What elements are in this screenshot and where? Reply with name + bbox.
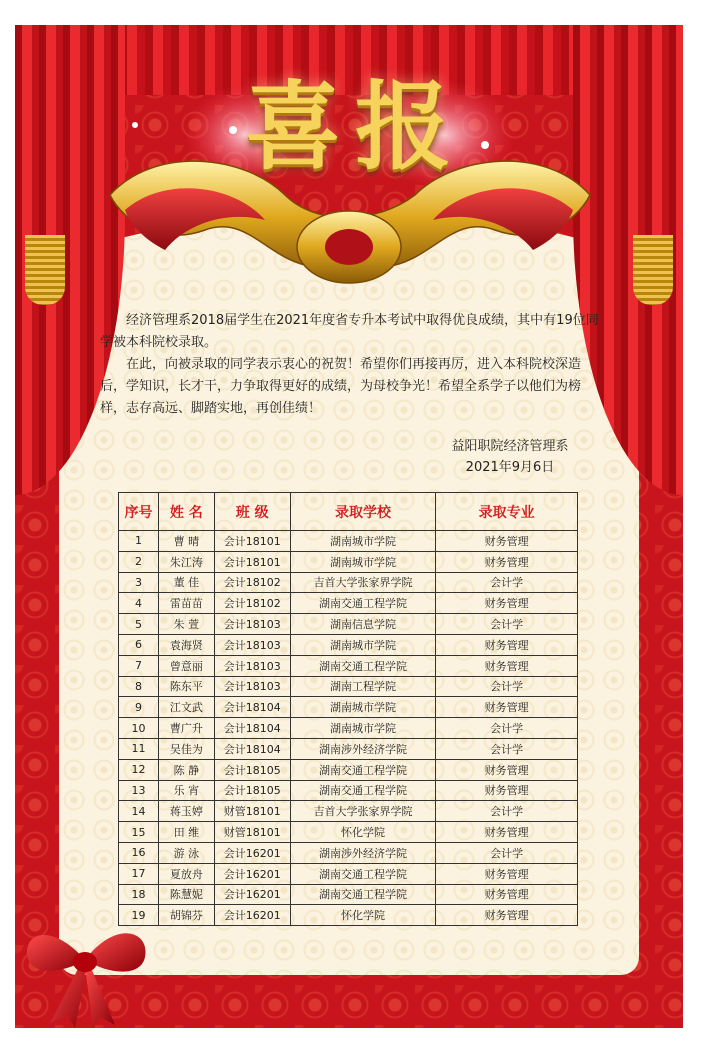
signature-block xyxy=(420,436,600,478)
cell-class: 会计16201 xyxy=(214,842,290,863)
cell-name: 乐 宵 xyxy=(158,780,214,801)
cell-name: 朱江涛 xyxy=(158,551,214,572)
cell-class: 财管18101 xyxy=(214,822,290,843)
table-row xyxy=(119,738,578,759)
cell-school: 湖南交通工程学院 xyxy=(290,593,436,614)
cell-school: 吉首大学张家界学院 xyxy=(290,572,436,593)
cell-class: 会计18103 xyxy=(214,655,290,676)
cell-school: 湖南城市学院 xyxy=(290,718,436,739)
cell-name: 陈 静 xyxy=(158,759,214,780)
table-row xyxy=(119,531,578,552)
table-row xyxy=(119,572,578,593)
table-body xyxy=(119,531,578,926)
cell-seq: 5 xyxy=(119,614,159,635)
cell-school: 湖南涉外经济学院 xyxy=(290,738,436,759)
cell-name: 董 佳 xyxy=(158,572,214,593)
table-header-row xyxy=(119,493,578,531)
table-row xyxy=(119,718,578,739)
cell-name: 蒋玉婷 xyxy=(158,801,214,822)
cell-class: 会计18104 xyxy=(214,738,290,759)
cell-name: 陈东平 xyxy=(158,676,214,697)
header-name: 姓 名 xyxy=(158,493,214,531)
cell-name: 江文武 xyxy=(158,697,214,718)
cell-major: 财务管理 xyxy=(436,884,578,905)
paragraph-intro: 经济管理系2018届学生在2021年度省专升本考试中取得优良成绩，其中有19位同学被本科院校录取。 xyxy=(100,313,599,350)
cell-name: 夏放舟 xyxy=(158,863,214,884)
cell-major: 财务管理 xyxy=(436,634,578,655)
cell-school: 怀化学院 xyxy=(290,822,436,843)
cell-school: 吉首大学张家界学院 xyxy=(290,801,436,822)
cell-major: 会计学 xyxy=(436,614,578,635)
announcement-text xyxy=(100,310,600,420)
cell-school: 湖南交通工程学院 xyxy=(290,655,436,676)
cell-seq: 3 xyxy=(119,572,159,593)
cell-major: 财务管理 xyxy=(436,697,578,718)
cell-seq: 2 xyxy=(119,551,159,572)
cell-seq: 8 xyxy=(119,676,159,697)
table-row xyxy=(119,822,578,843)
cell-name: 吴佳为 xyxy=(158,738,214,759)
cell-class: 会计18102 xyxy=(214,593,290,614)
admission-table xyxy=(118,492,578,926)
cell-class: 会计18101 xyxy=(214,551,290,572)
cell-major: 会计学 xyxy=(436,801,578,822)
cell-seq: 11 xyxy=(119,738,159,759)
cell-seq: 15 xyxy=(119,822,159,843)
cell-seq: 14 xyxy=(119,801,159,822)
table-row xyxy=(119,676,578,697)
cell-major: 会计学 xyxy=(436,572,578,593)
cell-seq: 16 xyxy=(119,842,159,863)
signature-date: 2021年9月6日 xyxy=(465,460,555,475)
cell-major: 财务管理 xyxy=(436,551,578,572)
cell-school: 湖南城市学院 xyxy=(290,697,436,718)
cell-major: 财务管理 xyxy=(436,759,578,780)
table-row xyxy=(119,614,578,635)
signature-org: 益阳职院经济管理系 xyxy=(451,439,569,454)
table-row xyxy=(119,780,578,801)
cell-name: 朱 萱 xyxy=(158,614,214,635)
cell-seq: 1 xyxy=(119,531,159,552)
cell-seq: 12 xyxy=(119,759,159,780)
cell-name: 袁海贤 xyxy=(158,634,214,655)
table-row xyxy=(119,884,578,905)
cell-class: 会计16201 xyxy=(214,905,290,926)
cell-class: 财管18101 xyxy=(214,801,290,822)
cell-school: 湖南涉外经济学院 xyxy=(290,842,436,863)
cell-class: 会计18103 xyxy=(214,676,290,697)
cell-class: 会计18101 xyxy=(214,531,290,552)
cell-school: 湖南交通工程学院 xyxy=(290,780,436,801)
cell-school: 湖南交通工程学院 xyxy=(290,759,436,780)
cell-school: 湖南城市学院 xyxy=(290,531,436,552)
table-row xyxy=(119,759,578,780)
cell-class: 会计18102 xyxy=(214,572,290,593)
cell-major: 财务管理 xyxy=(436,655,578,676)
table-row xyxy=(119,634,578,655)
cell-seq: 17 xyxy=(119,863,159,884)
paragraph-congrats: 在此，向被录取的同学表示衷心的祝贺！希望你们再接再厉，进入本科院校深造后，学知识，长才干，力争取得更好的成绩，为母校争光！希望全系学子以他们为榜样，志存高远、脚踏实地，再创佳绩！ xyxy=(100,357,582,416)
cell-major: 财务管理 xyxy=(436,905,578,926)
cell-major: 会计学 xyxy=(436,718,578,739)
cell-school: 湖南交通工程学院 xyxy=(290,884,436,905)
cell-major: 财务管理 xyxy=(436,593,578,614)
cell-name: 田 维 xyxy=(158,822,214,843)
cell-seq: 9 xyxy=(119,697,159,718)
cell-class: 会计18105 xyxy=(214,780,290,801)
table-row xyxy=(119,863,578,884)
page-title: 喜报 xyxy=(245,70,465,183)
cell-school: 湖南信息学院 xyxy=(290,614,436,635)
cell-class: 会计16201 xyxy=(214,884,290,905)
table-row xyxy=(119,905,578,926)
header-school: 录取学校 xyxy=(290,493,436,531)
cell-major: 会计学 xyxy=(436,676,578,697)
cell-major: 财务管理 xyxy=(436,780,578,801)
cell-class: 会计16201 xyxy=(214,863,290,884)
cell-major: 会计学 xyxy=(436,738,578,759)
table-row xyxy=(119,593,578,614)
cell-seq: 19 xyxy=(119,905,159,926)
cell-seq: 6 xyxy=(119,634,159,655)
cell-school: 湖南城市学院 xyxy=(290,551,436,572)
cell-school: 湖南城市学院 xyxy=(290,634,436,655)
cell-school: 湖南交通工程学院 xyxy=(290,863,436,884)
cell-major: 财务管理 xyxy=(436,822,578,843)
cell-major: 会计学 xyxy=(436,842,578,863)
cell-class: 会计18105 xyxy=(214,759,290,780)
table-row xyxy=(119,655,578,676)
header-seq: 序号 xyxy=(119,493,159,531)
cell-name: 雷苗苗 xyxy=(158,593,214,614)
cell-school: 怀化学院 xyxy=(290,905,436,926)
cell-school: 湖南工程学院 xyxy=(290,676,436,697)
table-row xyxy=(119,842,578,863)
cell-seq: 13 xyxy=(119,780,159,801)
table-row xyxy=(119,697,578,718)
cell-name: 曾意丽 xyxy=(158,655,214,676)
table-row xyxy=(119,801,578,822)
cell-class: 会计18103 xyxy=(214,614,290,635)
cell-name: 曹 晴 xyxy=(158,531,214,552)
cell-seq: 7 xyxy=(119,655,159,676)
cell-name: 游 泳 xyxy=(158,842,214,863)
cell-major: 财务管理 xyxy=(436,531,578,552)
cell-major: 财务管理 xyxy=(436,863,578,884)
cell-name: 胡锦芬 xyxy=(158,905,214,926)
cell-name: 陈慧妮 xyxy=(158,884,214,905)
header-major: 录取专业 xyxy=(436,493,578,531)
cell-seq: 10 xyxy=(119,718,159,739)
cell-class: 会计18103 xyxy=(214,634,290,655)
cell-seq: 18 xyxy=(119,884,159,905)
cell-class: 会计18104 xyxy=(214,697,290,718)
cell-class: 会计18104 xyxy=(214,718,290,739)
header-class: 班 级 xyxy=(214,493,290,531)
red-bow-icon xyxy=(15,905,155,1028)
cell-seq: 4 xyxy=(119,593,159,614)
cell-name: 曹广升 xyxy=(158,718,214,739)
table-row xyxy=(119,551,578,572)
